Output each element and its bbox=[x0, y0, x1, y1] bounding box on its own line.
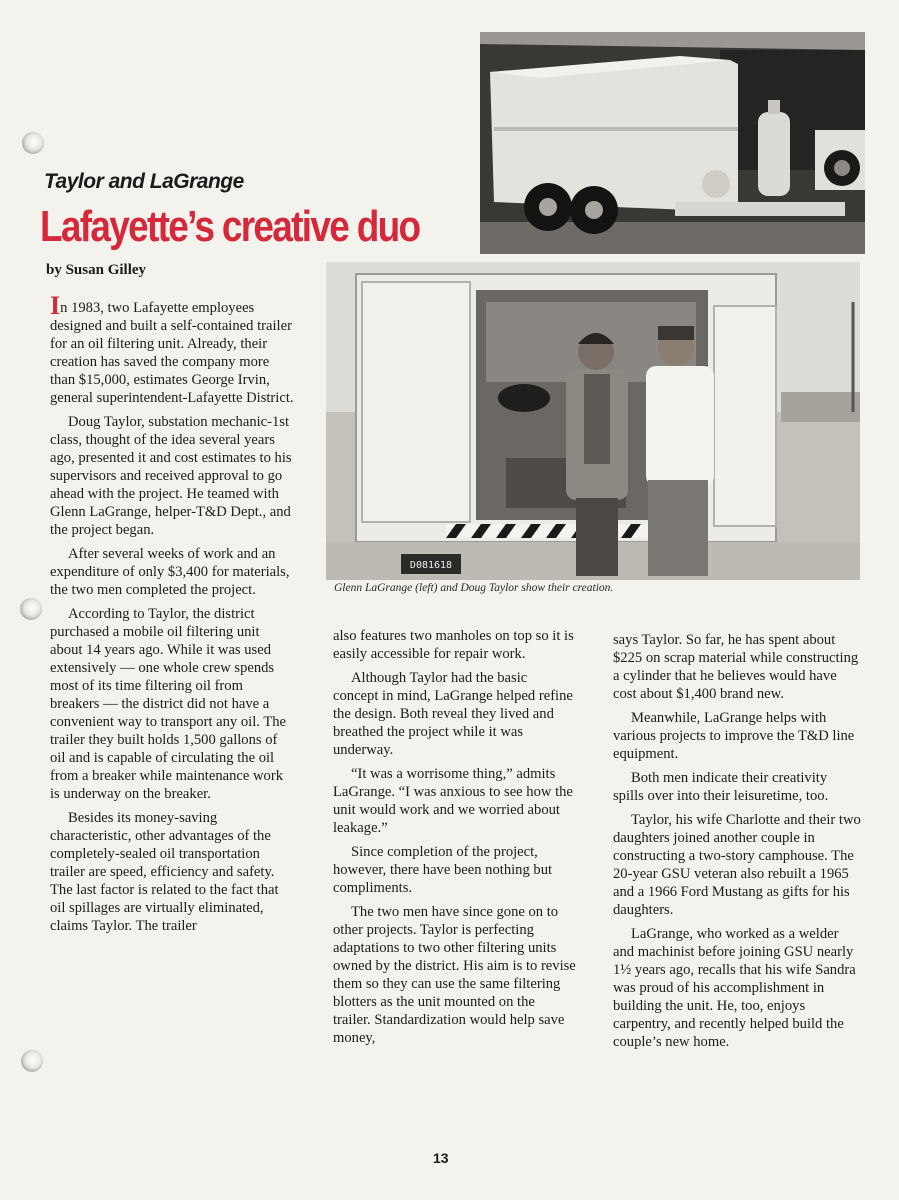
paragraph: After several weeks of work and an expenditure of only $3,400 for materials, the two men completed the project. bbox=[50, 546, 290, 598]
paragraph: says Taylor. So far, he has spent about $225 on scrap material while constructing a cylinder that he believes would have cost about $1,400 brand new. bbox=[613, 632, 859, 702]
article-column-3 bbox=[613, 631, 861, 1057]
paragraph: also features two manholes on top so it is easily accessible for repair work. bbox=[333, 628, 574, 662]
article-byline: by Susan Gilley bbox=[46, 262, 147, 278]
trailer-photo bbox=[480, 32, 865, 254]
article-headline: Lafayette’s creative duo bbox=[40, 202, 420, 251]
article-column-2 bbox=[333, 627, 576, 1053]
article-kicker: Taylor and LaGrange bbox=[44, 170, 244, 193]
drop-cap: I bbox=[50, 291, 61, 320]
paragraph: Taylor, his wife Charlotte and their two daughters joined another couple in constructing a two-story camphouse. The 20-year GSU veteran also rebuilt a 1965 and a 1966 Ford Mustang as gifts for his daughters. bbox=[613, 812, 861, 918]
paragraph: Meanwhile, LaGrange helps with various projects to improve the T&D line equipment. bbox=[613, 710, 855, 762]
photo-caption: Glenn LaGrange (left) and Doug Taylor show their creation. bbox=[334, 582, 614, 594]
paragraph: In 1983, two Lafayette employees designed and built a self-contained trailer for an oil filtering unit. Already, their creation has saved the company more than $15,000, estimates George Irvin, general superintendent-Lafayette District. bbox=[50, 291, 294, 406]
paragraph: Doug Taylor, substation mechanic-1st class, thought of the idea several years ago, presented it and cost estimates to his supervisors and received approval to go ahead with the project. He teamed with Glenn LaGrange, helper-T&D Dept., and the project began. bbox=[50, 414, 292, 538]
page-number: 13 bbox=[433, 1150, 449, 1166]
paragraph: Although Taylor had the basic concept in mind, LaGrange helped refine the design. Both reveal they lived and breathed the project while it was underway. bbox=[333, 670, 573, 758]
paragraph: Besides its money-saving characteristic, other advantages of the completely-sealed oil transportation trailer are speed, efficiency and safety. The last factor is related to the fact that oil spillages are virtually eliminated, claims Taylor. The trailer bbox=[50, 810, 279, 934]
binder-hole-bottom bbox=[21, 1050, 43, 1072]
license-plate-text: D081618 bbox=[409, 560, 453, 571]
paragraph: Since completion of the project, however, there have been nothing but compliments. bbox=[333, 844, 553, 896]
paragraph: LaGrange, who worked as a welder and machinist before joining GSU nearly 1½ years ago, recalls that his wife Sandra was proud of his accomplishment in building the unit. He, too, enjoys carpentry, and recently helped build the couple’s new home. bbox=[613, 926, 856, 1050]
paragraph: “It was a worrisome thing,” admits LaGrange. “I was anxious to see how the unit would work and we worried about leakage.” bbox=[333, 766, 573, 836]
binder-hole-middle bbox=[20, 598, 42, 620]
paragraph: The two men have since gone on to other projects. Taylor is perfecting adaptations to two other filtering units owned by the district. His aim is to revise them so they can use the same filtering blotters as the unit mounted on the trailer. Standardization would help save money, bbox=[333, 904, 576, 1046]
paragraph: According to Taylor, the district purchased a mobile oil filtering unit about 14 years ago. While it was used extensively — one whole crew spends most of its time filtering oil from breakers — the district did not have a convenient way to transport any oil. The trailer they built holds 1,500 gallons of oil and is capable of circulating the oil from a breaker while maintenance work is underway on the breaker. bbox=[50, 606, 287, 802]
paragraph: Both men indicate their creativity spills over into their leisuretime, too. bbox=[613, 770, 829, 804]
binder-hole-top bbox=[22, 132, 44, 154]
article-column-1 bbox=[50, 291, 294, 941]
men-with-trailer-photo bbox=[326, 262, 860, 580]
